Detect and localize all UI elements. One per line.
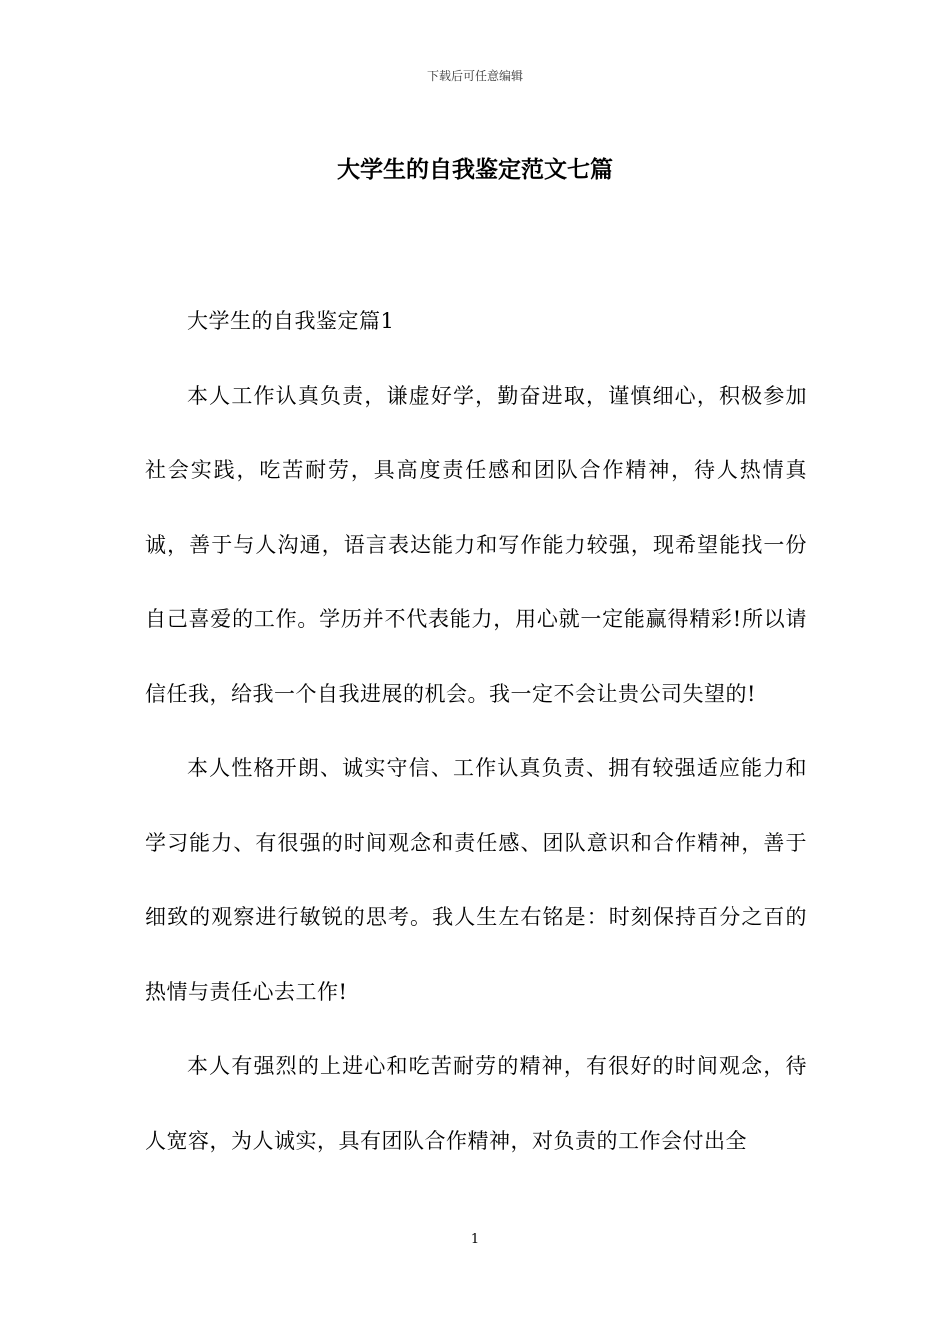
document-body <box>145 284 807 1178</box>
document-title: 大学生的自我鉴定范文七篇 <box>337 156 613 183</box>
section-heading: 大学生的自我鉴定篇1 <box>187 309 395 333</box>
paragraph: 本人工作认真负责，谦虚好学，勤奋进取，谨慎细心，积极参加社会实践，吃苦耐劳，具高度责任感和团队合作精神，待人热情真诚，善于与人沟通，语言表达能力和写作能力较强，现希望能找一份自己喜爱的工作。学历并不代表能力，用心就一定能赢得精彩!所以请信任我，给我一个自我进展的机会。我一定不会让贵公司失望的! <box>145 383 807 706</box>
header-note: 下载后可任意编辑 <box>426 69 523 83</box>
paragraph: 本人有强烈的上进心和吃苦耐劳的精神，有很好的时间观念，待人宽容，为人诚实，具有团队合作精神，对负责的工作会付出全 <box>145 1054 807 1153</box>
paragraph: 本人性格开朗、诚实守信、工作认真负责、拥有较强适应能力和学习能力、有很强的时间观念和责任感、团队意识和合作精神，善于细致的观察进行敏锐的思考。我人生左右铭是：时刻保持百分之百的热情与责任心去工作! <box>145 756 807 1004</box>
page-number: 1 <box>470 1232 480 1247</box>
